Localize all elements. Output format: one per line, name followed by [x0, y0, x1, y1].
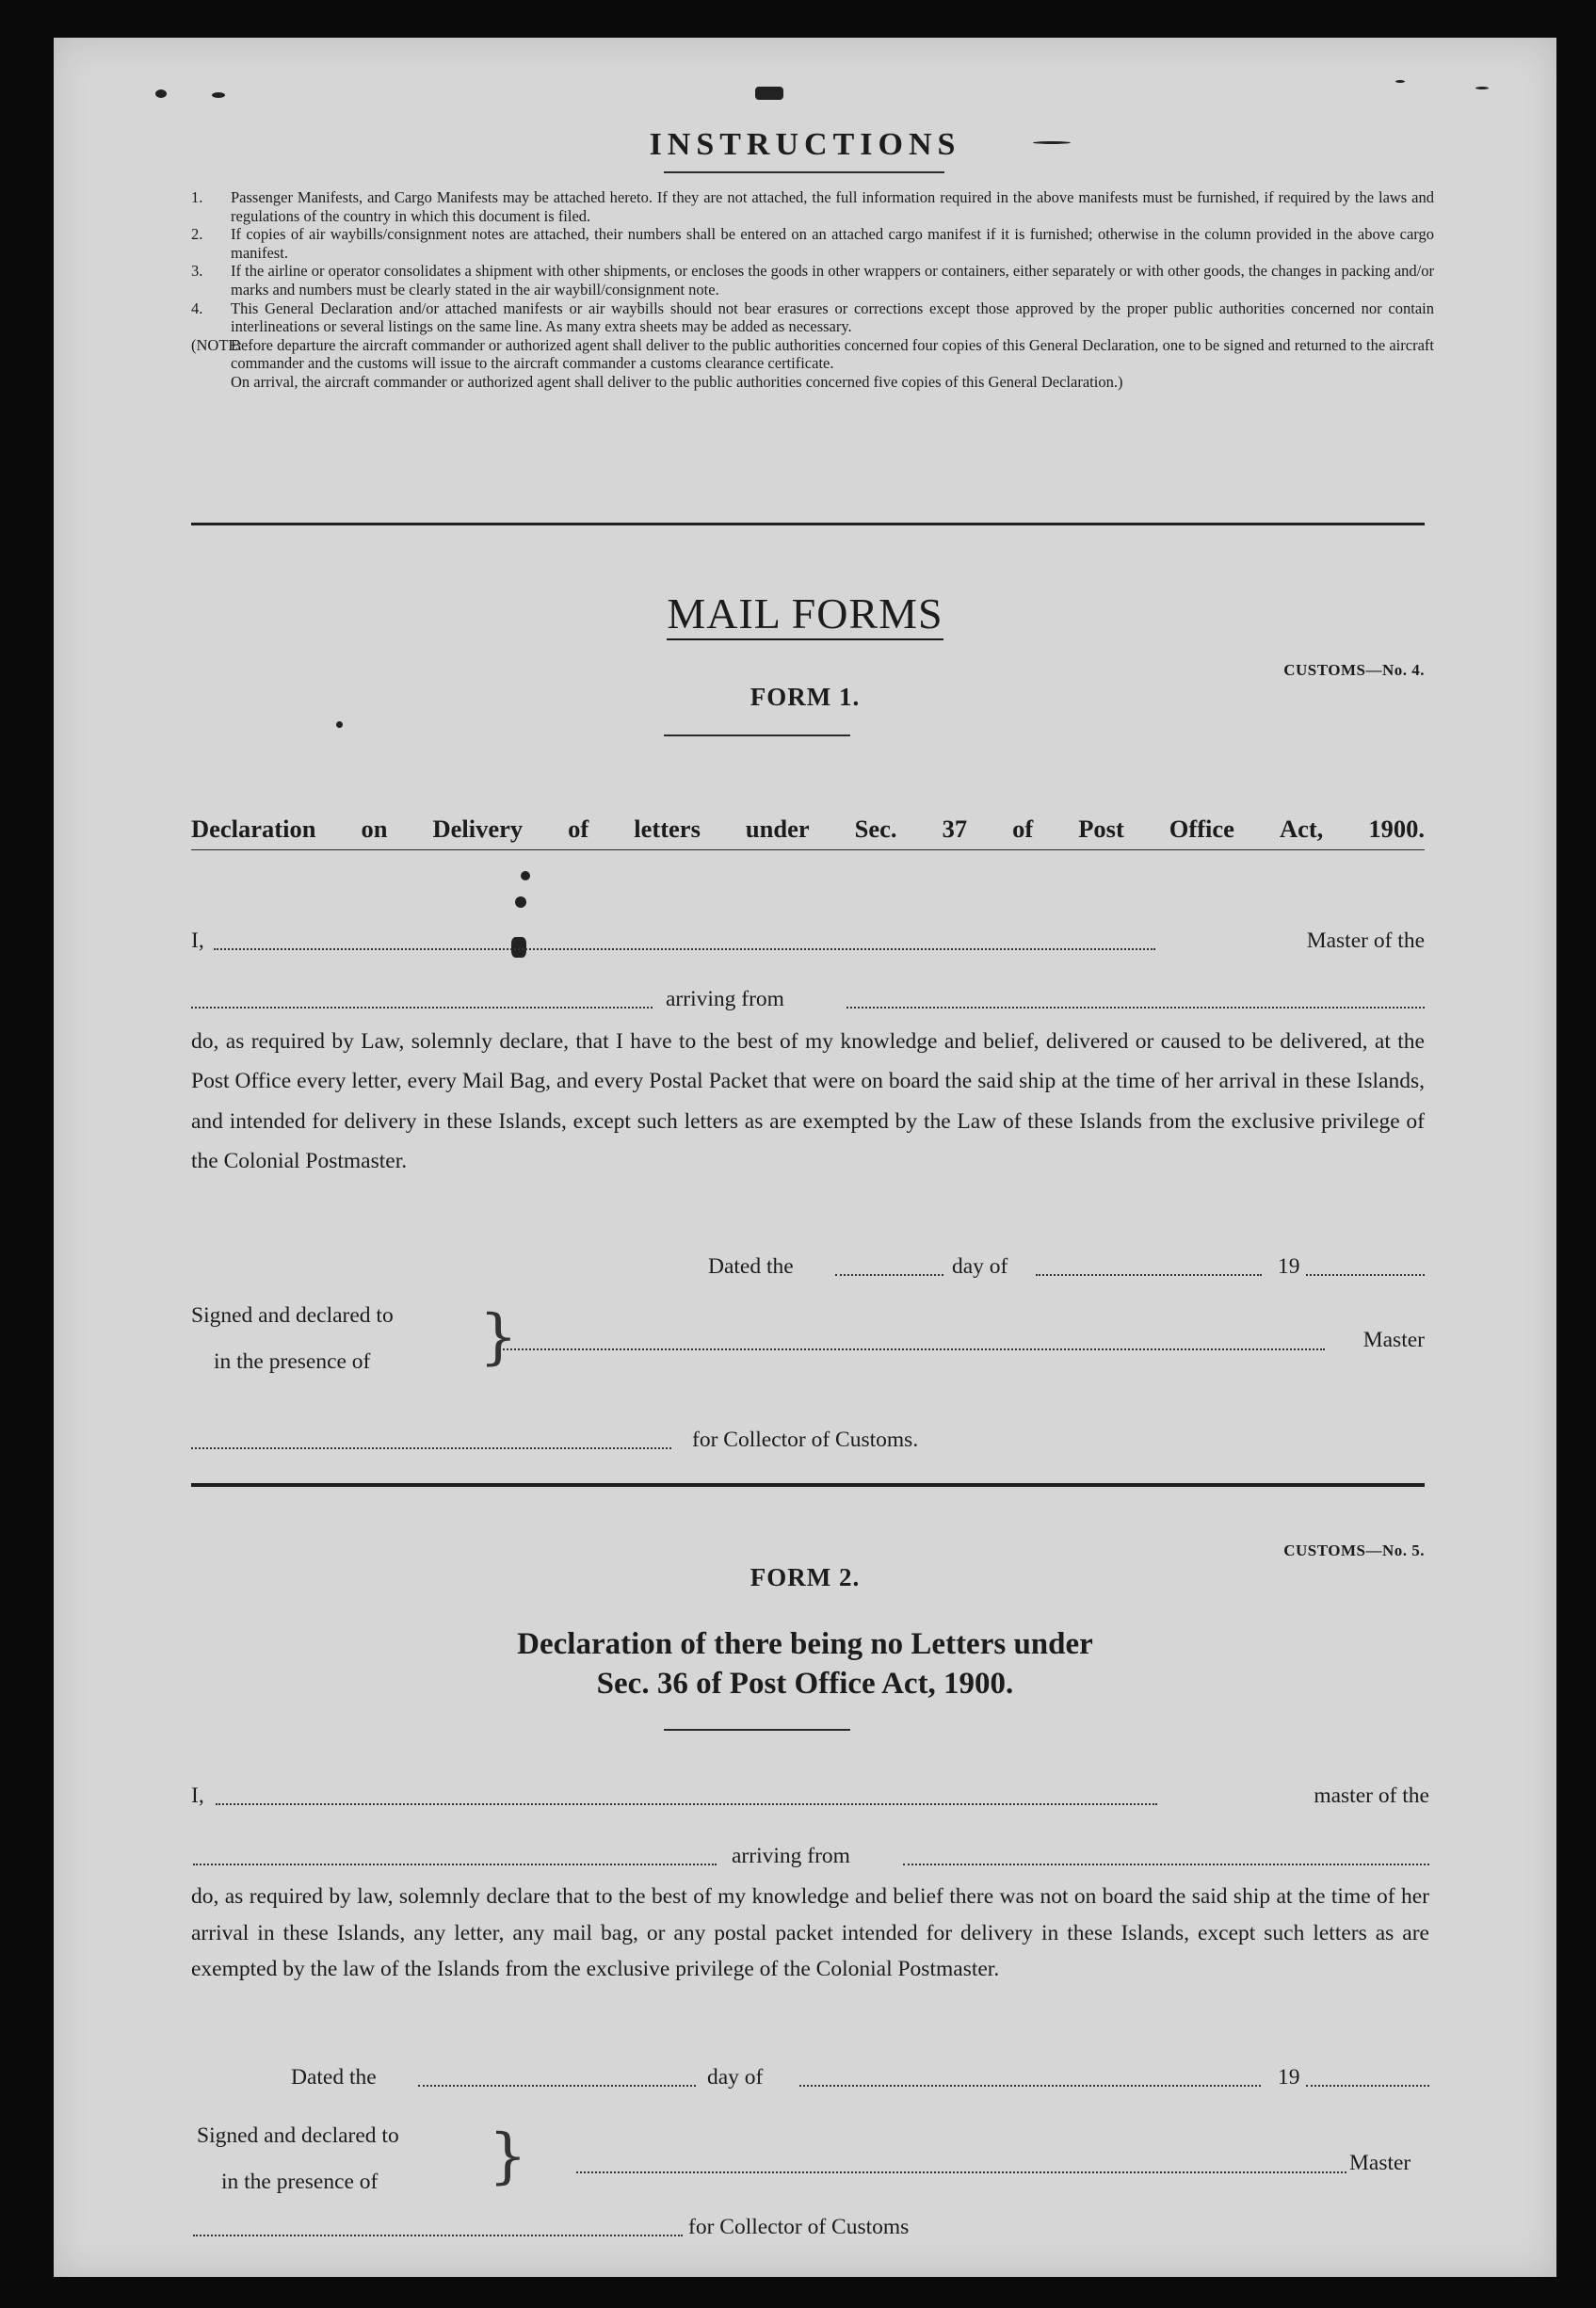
- form1-title: FORM 1.: [750, 683, 861, 711]
- brace-glyph: }: [489, 2122, 527, 2191]
- form1-heading: [191, 815, 1425, 844]
- mail-forms-title: [54, 589, 1556, 638]
- instruction-number: 3.: [191, 262, 203, 281]
- form2-title: FORM 2.: [750, 1563, 861, 1591]
- month-field[interactable]: [799, 2085, 1261, 2087]
- instruction-item: [191, 262, 1434, 299]
- form1-collector-label: for Collector of Customs.: [692, 1428, 919, 1452]
- master-signature-field[interactable]: [496, 1348, 1325, 1350]
- heading-word: letters: [634, 815, 701, 843]
- instruction-number: 1.: [191, 188, 203, 206]
- instruction-text: Passenger Manifests, and Cargo Manifests may be attached hereto. If they are not attached, the full information required in the above manifests must be furnished, if required by the laws and regulations of the country in which this document is filed.: [231, 188, 1434, 225]
- heading-word: 1900.: [1368, 815, 1425, 843]
- form1-signed-label: Signed and declared to: [191, 1303, 394, 1328]
- heading-word: of: [1012, 815, 1034, 843]
- title-underline: [664, 171, 944, 173]
- form1-i-label: I,: [191, 928, 204, 953]
- heading-word: under: [745, 815, 810, 843]
- note-text: Before departure the aircraft commander or authorized agent shall deliver to the public authorities concerned four copies of this General Declaration, one to be signed and returned to the aircraft commander and the customs will issue to the aircraft commander a customs clearance certificate.: [231, 335, 1434, 373]
- heading-word: Delivery: [432, 815, 524, 843]
- name-field[interactable]: [216, 1803, 1157, 1805]
- form1-day-of-label: day of: [952, 1254, 1008, 1279]
- instruction-text: If the airline or operator consolidates a shipment with other shipments, or encloses the goods in other wrappers or containers, either separately or with other goods, the changes in packing and/or marks and numbers must be clearly stated in the air waybill/consignment note.: [231, 262, 1434, 299]
- heading-word: Post: [1078, 815, 1124, 843]
- arriving-from-field[interactable]: [846, 1007, 1425, 1009]
- form1-heading-rule: [191, 849, 1425, 850]
- brace-glyph: }: [479, 1302, 518, 1372]
- form2-heading: [54, 1624, 1556, 1703]
- heading-word: on: [361, 815, 388, 843]
- instruction-note: [191, 336, 1434, 392]
- ink-speck: [1395, 80, 1405, 83]
- form2-declaration-paragraph: do, as required by law, solemnly declare that to the best of my knowledge and belief there was not on board the said ship at the time of her arrival in these Islands, any letter, any mail bag, or any postal packet intended for delivery in these Islands, except such letters as are exempted by the law of the Islands from the exclusive privilege of the Colonial Postmaster.: [191, 1884, 1429, 1982]
- instruction-item: [191, 299, 1434, 336]
- instruction-number: 4.: [191, 299, 203, 317]
- form1-customs-number: CUSTOMS—No. 4.: [1283, 661, 1425, 679]
- note-label: (NOTE:: [191, 335, 243, 354]
- instruction-item: [191, 188, 1434, 225]
- instruction-number: 2.: [191, 225, 203, 244]
- form2-year-label: 19: [1278, 2065, 1300, 2090]
- arriving-from-field[interactable]: [903, 1864, 1429, 1865]
- form1-master-label: Master: [1362, 1328, 1425, 1352]
- heading-word: Act,: [1279, 815, 1324, 843]
- section-divider: [191, 523, 1425, 525]
- ink-speck: [755, 87, 783, 100]
- instruction-text: If copies of air waybills/consignment notes are attached, their numbers shall be entered on an attached cargo manifest if it is furnished; otherwise in the column provided in the above cargo manifest.: [231, 225, 1434, 262]
- instructions-title: INSTRUCTIONS: [649, 127, 961, 162]
- year-field[interactable]: [1306, 1274, 1425, 1276]
- form2-master-of-label: master of the: [1314, 1783, 1429, 1808]
- form1-presence-label: in the presence of: [214, 1349, 371, 1374]
- year-field[interactable]: [1306, 2085, 1429, 2087]
- ink-speck: [1475, 87, 1489, 89]
- ink-speck: [212, 92, 225, 98]
- form2-arriving-from: arriving from: [732, 1844, 850, 1868]
- form2-master-label: Master: [1349, 2151, 1411, 2175]
- form2-dated-label: Dated the: [291, 2065, 377, 2090]
- ink-speck: [521, 871, 530, 880]
- ink-speck: [336, 721, 343, 728]
- form2-day-of-label: day of: [707, 2065, 764, 2090]
- month-field[interactable]: [1036, 1274, 1262, 1276]
- form2-heading-line: Declaration of there being no Letters under: [517, 1627, 1093, 1661]
- ship-name-field[interactable]: [191, 1007, 653, 1009]
- document-page: [54, 38, 1556, 2277]
- instruction-text: This General Declaration and/or attached manifests or air waybills should not bear erasures or corrections except those approved by the proper public authorities concerned nor contain interlineations or several listings on the same line. As many extra sheets may be added as necessary.: [231, 299, 1434, 336]
- ink-speck: [511, 937, 526, 958]
- collector-signature-field[interactable]: [191, 1447, 671, 1449]
- form-divider: [191, 1483, 1425, 1487]
- form1-arriving-from: arriving from: [666, 987, 784, 1011]
- heading-word: Office: [1169, 815, 1234, 843]
- form2-signed-label: Signed and declared to: [197, 2123, 399, 2148]
- heading-word: Sec.: [854, 815, 897, 843]
- instructions-list: [191, 188, 1434, 392]
- form1-year-label: 19: [1278, 1254, 1300, 1279]
- name-field[interactable]: [214, 948, 1155, 950]
- heading-word: 37: [942, 815, 968, 843]
- master-signature-field[interactable]: [576, 2171, 1346, 2173]
- date-field[interactable]: [418, 2085, 696, 2087]
- ship-name-field[interactable]: [193, 1864, 717, 1865]
- form2-i-label: I,: [191, 1783, 204, 1808]
- collector-signature-field[interactable]: [193, 2235, 683, 2236]
- note-text: On arrival, the aircraft commander or authorized agent shall deliver to the public authorities concerned five copies of this General Declaration.): [231, 372, 1123, 391]
- mail-forms-title-text: MAIL FORMS: [667, 589, 943, 640]
- instruction-item: [191, 225, 1434, 262]
- form2-customs-number: CUSTOMS—No. 5.: [1283, 1541, 1425, 1559]
- form2-presence-label: in the presence of: [221, 2170, 379, 2194]
- form1-dated-label: Dated the: [708, 1254, 794, 1279]
- ink-speck: [155, 89, 167, 98]
- form2-title-rule: [664, 1729, 850, 1731]
- form1-title-rule: [664, 734, 850, 736]
- ink-speck: [515, 896, 526, 908]
- form2-heading-line: Sec. 36 of Post Office Act, 1900.: [596, 1667, 1014, 1701]
- form1-declaration-paragraph: do, as required by Law, solemnly declare, that I have to the best of my knowledge and belief, delivered or caused to be delivered, at the Post Office every letter, every Mail Bag, and every Postal Packet that were on board the said ship at the time of her arrival in these Islands, and intended for delivery in these Islands, except such letters as are exempted by the Law of these Islands from the exclusive privilege of the Colonial Postmaster.: [191, 1029, 1425, 1173]
- heading-word: of: [568, 815, 589, 843]
- form1-master-of-label: Master of the: [1306, 928, 1425, 953]
- form2-collector-label: for Collector of Customs: [688, 2215, 910, 2239]
- heading-word: Declaration: [191, 815, 316, 843]
- date-field[interactable]: [835, 1274, 943, 1276]
